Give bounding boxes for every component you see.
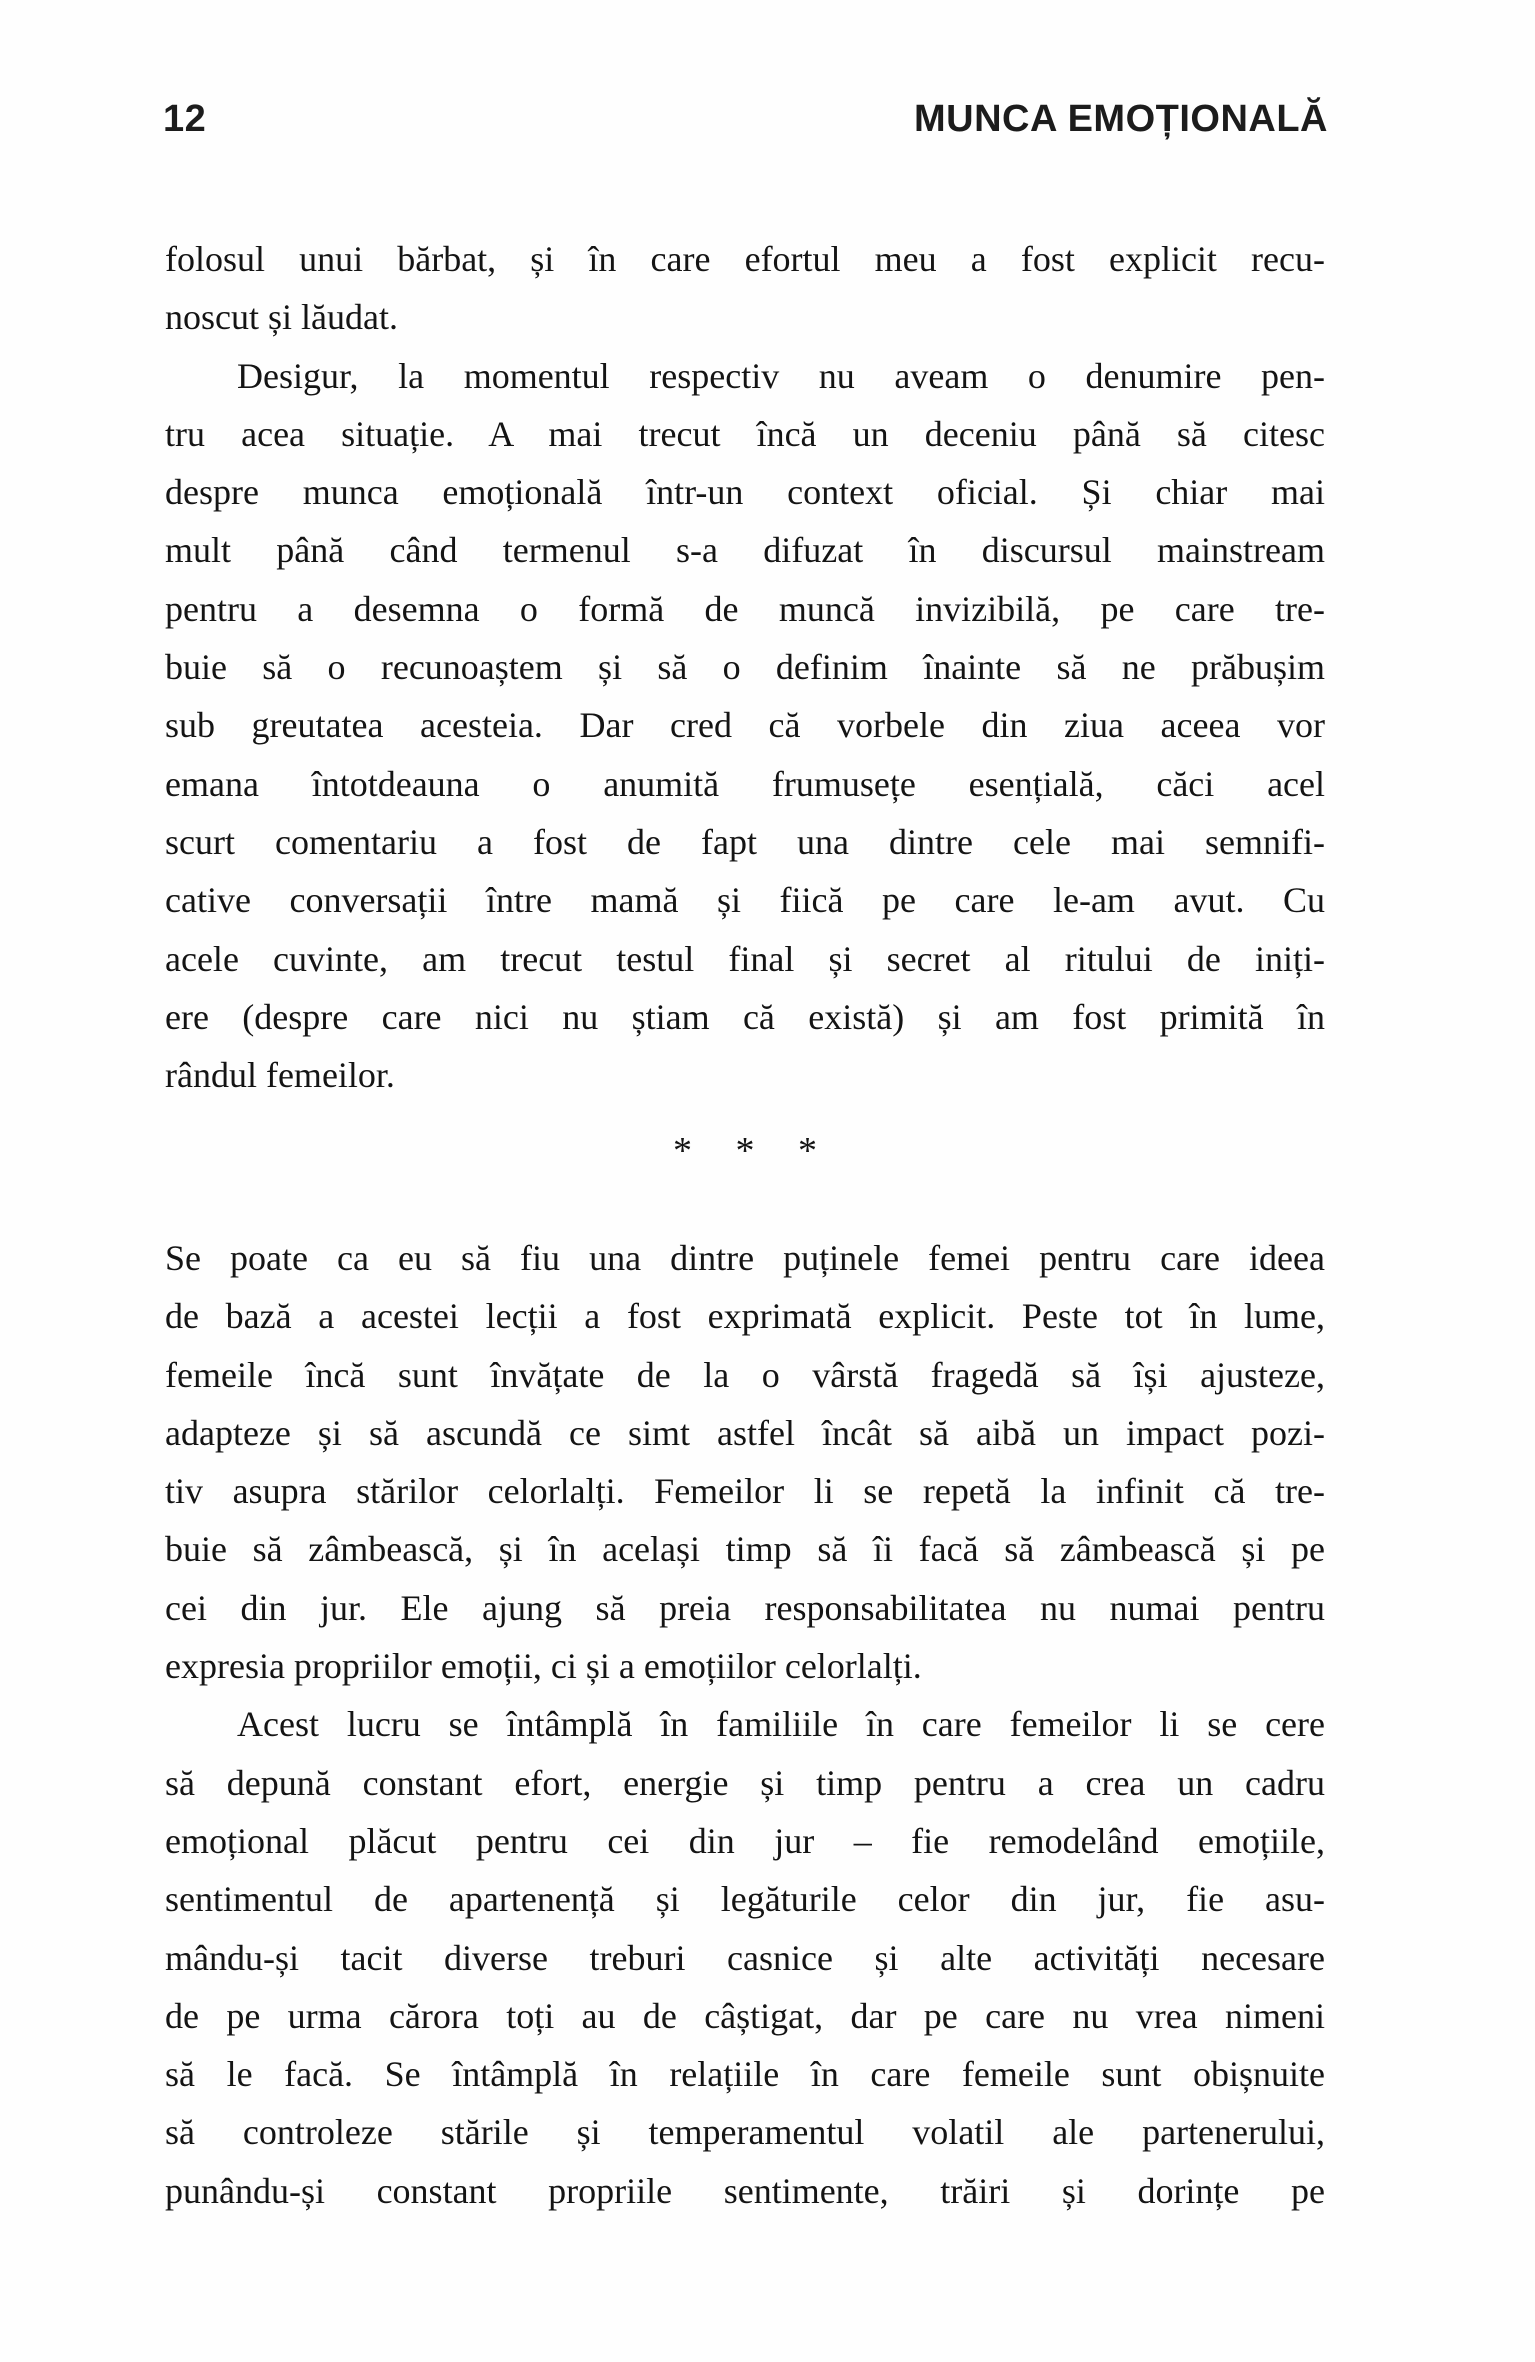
text-line: cative conversații între mamă și fiică pe care le-am avut. Cu xyxy=(165,880,1325,921)
text-line: Se poate ca eu să fiu una dintre puținele femei pentru care ideea xyxy=(165,1238,1325,1278)
text-line: acele cuvinte, am trecut testul final și secret al ritului de iniți- xyxy=(165,938,1325,979)
text-line: sentimentul de apartenență și legăturile celor din jur, fie asu- xyxy=(165,1879,1325,1920)
page-number: 12 xyxy=(163,98,207,140)
text-line: emana întotdeauna o anumită frumusețe esențială, căci acel xyxy=(165,763,1325,804)
running-head: MUNCA EMOȚIONALĂ xyxy=(914,98,1328,140)
text-line: de pe urma cărora toți au de câștigat, dar pe care nu vrea nimeni xyxy=(165,1995,1325,2036)
text-line: rândul femeilor. xyxy=(165,1055,395,1096)
text-line: folosul unui bărbat, și în care efortul meu a fost explicit recu- xyxy=(165,239,1325,279)
text-line: adapteze și să ascundă ce simt astfel încât să aibă un impact pozi- xyxy=(165,1412,1325,1453)
body-section-2 xyxy=(165,1229,1325,2220)
text-line: tiv asupra stărilor celorlalți. Femeilor li se repetă la infinit că tre- xyxy=(165,1471,1325,1512)
text-line: sub greutatea acesteia. Dar cred că vorbele din ziua aceea vor xyxy=(165,705,1325,746)
text-line: expresia propriilor emoții, ci și a emoțiilor celorlalți. xyxy=(165,1646,922,1687)
text-line: să le facă. Se întâmplă în relațiile în care femeile sunt obișnuite xyxy=(165,2054,1325,2095)
text-line: să controleze stările și temperamentul volatil ale partenerului, xyxy=(165,2112,1325,2153)
text-line: emoțional plăcut pentru cei din jur – fie remodelând emoțiile, xyxy=(165,1820,1325,1861)
text-line: cei din jur. Ele ajung să preia responsabilitatea nu numai pentru xyxy=(165,1587,1325,1628)
text-line: despre munca emoțională într-un context oficial. Și chiar mai xyxy=(165,472,1325,513)
text-line: Desigur, la momentul respectiv nu aveam o denumire pen- xyxy=(237,355,1325,396)
text-line: punându-și constant propriile sentimente, trăiri și dorințe pe xyxy=(165,2170,1325,2211)
text-line: pentru a desemna o formă de muncă invizibilă, pe care tre- xyxy=(165,588,1325,629)
text-line: să depună constant efort, energie și timp pentru a crea un cadru xyxy=(165,1762,1325,1803)
text-line: tru acea situație. A mai trecut încă un deceniu până să citesc xyxy=(165,413,1325,454)
body-section-1 xyxy=(165,230,1325,1104)
text-line: scurt comentariu a fost de fapt una dintre cele mai semnifi- xyxy=(165,821,1325,862)
page-header xyxy=(163,98,1328,141)
section-separator: * * * xyxy=(673,1130,817,1172)
text-line: mult până când termenul s-a difuzat în discursul mainstream xyxy=(165,530,1325,571)
text-line: mându-și tacit diverse treburi casnice și alte activități necesare xyxy=(165,1937,1325,1978)
text-line: buie să o recunoaștem și să o definim înainte să ne prăbușim xyxy=(165,647,1325,688)
text-line: noscut și lăudat. xyxy=(165,297,398,338)
text-line: ere (despre care nici nu știam că există) și am fost primită în xyxy=(165,996,1325,1037)
text-line: Acest lucru se întâmplă în familiile în care femeilor li se cere xyxy=(237,1704,1325,1745)
text-line: femeile încă sunt învățate de la o vârstă fragedă să își ajusteze, xyxy=(165,1354,1325,1395)
text-line: buie să zâmbească, și în același timp să îi facă să zâmbească și pe xyxy=(165,1529,1325,1570)
text-line: de bază a acestei lecții a fost exprimată explicit. Peste tot în lume, xyxy=(165,1296,1325,1337)
